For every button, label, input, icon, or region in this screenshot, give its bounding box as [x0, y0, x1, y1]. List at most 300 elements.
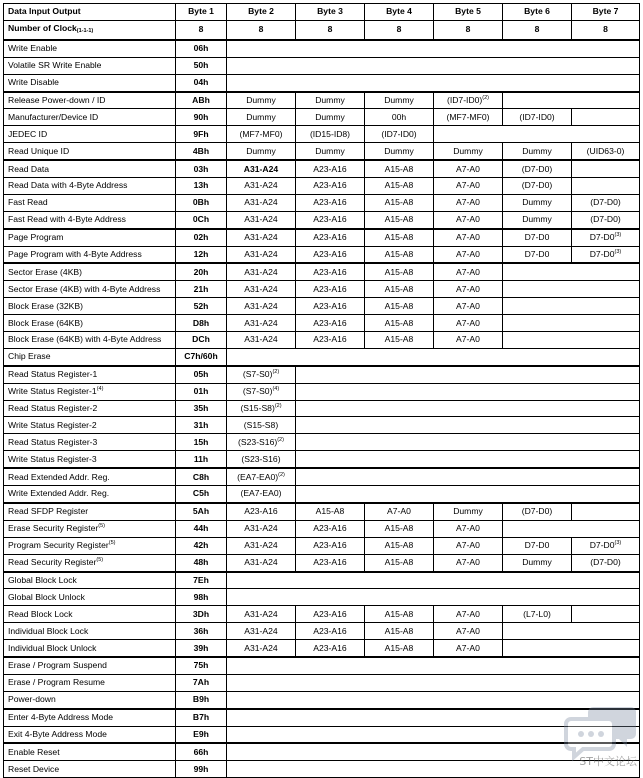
empty-cell [296, 468, 640, 485]
table-row [4, 691, 640, 708]
byte-cell [434, 606, 503, 623]
byte-value: A15-A8 [384, 557, 414, 568]
byte-cell [572, 246, 640, 263]
opcode-cell: 50h [176, 57, 227, 74]
byte-cell [434, 623, 503, 640]
byte-value: A31-A24 [244, 317, 278, 328]
command-name [4, 263, 176, 280]
footnote-ref: (2) [272, 369, 280, 376]
byte-value: A15-A8 [384, 334, 414, 345]
opcode-cell: DCh [176, 332, 227, 349]
empty-cell [296, 383, 640, 400]
empty-cell [227, 40, 640, 57]
byte-value: A15-A8 [384, 283, 414, 294]
byte-value: A7-A0 [456, 300, 480, 311]
clock-value: 8 [176, 20, 227, 40]
empty-cell [572, 160, 640, 177]
byte-cell [434, 246, 503, 263]
command-name [4, 57, 176, 74]
clock-value: 8 [572, 20, 640, 40]
command-name [4, 315, 176, 332]
byte-value: (S23-S16) [238, 436, 278, 447]
table-row [4, 554, 640, 571]
byte-value: (S7-S0) [242, 386, 273, 397]
byte-value: A31-A24 [244, 232, 278, 243]
opcode-cell: 98h [176, 589, 227, 606]
command-name [4, 589, 176, 606]
empty-cell [572, 606, 640, 623]
command-name-text: Individual Block Unlock [8, 642, 97, 653]
command-name-text: Chip Erase [8, 351, 51, 362]
byte-value: Dummy [315, 95, 345, 105]
clock-sub: (1-1-1) [76, 27, 94, 34]
byte-value: A7-A0 [456, 334, 480, 345]
opcode-cell: B7h [176, 709, 227, 726]
header-byte2: Byte 2 [227, 4, 296, 21]
command-name [4, 606, 176, 623]
table-row [4, 57, 640, 74]
byte-value: Dummy [453, 145, 483, 156]
byte-cell [434, 143, 503, 160]
opcode-cell: C7h/60h [176, 348, 227, 365]
byte-cell [227, 143, 296, 160]
byte-value: A31-A24 [244, 249, 278, 260]
command-name [4, 160, 176, 177]
byte-value: (S15-S8) [240, 403, 275, 414]
byte-value: A31-A24 [244, 540, 278, 551]
opcode-cell: 5Ah [176, 503, 227, 520]
byte-value: A15-A8 [384, 625, 414, 636]
byte-cell [503, 109, 572, 126]
table-row [4, 74, 640, 91]
empty-cell [227, 589, 640, 606]
byte-value: A23-A16 [313, 232, 347, 243]
command-name-text: Read Security Register [8, 557, 97, 568]
command-name [4, 434, 176, 451]
byte-value: A31-A24 [244, 214, 278, 225]
byte-value: D7-D0 [589, 232, 615, 243]
opcode-cell: 12h [176, 246, 227, 263]
byte-value: A7-A0 [456, 180, 480, 191]
command-name [4, 40, 176, 57]
byte-value: D7-D0 [589, 249, 615, 260]
opcode-cell: 21h [176, 281, 227, 298]
byte-cell [365, 178, 434, 195]
byte-cell [572, 554, 640, 571]
command-name-text: Block Erase (64KB) [8, 317, 83, 328]
byte-value: A7-A0 [456, 214, 480, 225]
footnote-ref: (3) [614, 249, 622, 256]
byte-cell [434, 194, 503, 211]
command-name [4, 74, 176, 91]
command-name-text: Erase / Program Suspend [8, 660, 107, 671]
empty-cell [434, 126, 640, 143]
command-name [4, 400, 176, 417]
byte-cell [365, 281, 434, 298]
command-name-text: Read Status Register-1 [8, 369, 98, 380]
byte-cell [227, 640, 296, 657]
opcode-cell: C5h [176, 486, 227, 503]
byte-value: A15-A8 [315, 506, 345, 517]
clock-value: 8 [434, 20, 503, 40]
command-name [4, 417, 176, 434]
empty-cell [296, 434, 640, 451]
command-name [4, 348, 176, 365]
byte-cell [503, 194, 572, 211]
byte-value: (S7-S0) [242, 369, 273, 380]
command-name [4, 194, 176, 211]
clock-label-cell [4, 20, 176, 40]
byte-value: A7-A0 [456, 608, 480, 619]
byte-value: A31-A24 [244, 523, 278, 534]
empty-cell [296, 417, 640, 434]
byte-cell [434, 263, 503, 280]
empty-cell [503, 332, 640, 349]
command-name-text: Read Unique ID [8, 145, 70, 156]
empty-cell [503, 623, 640, 640]
byte-value: A15-A8 [384, 608, 414, 619]
byte-value: A7-A0 [456, 540, 480, 551]
byte-value: D7-D0 [524, 540, 550, 551]
opcode-cell: 0Bh [176, 194, 227, 211]
opcode-cell: 99h [176, 761, 227, 778]
byte-cell [227, 298, 296, 315]
byte-cell [227, 537, 296, 554]
command-name-text: Write Status Register-1 [8, 386, 97, 397]
byte-cell [503, 178, 572, 195]
table-row [4, 348, 640, 365]
byte-cell [227, 366, 296, 383]
byte-value: A7-A0 [456, 197, 480, 208]
byte-value: A15-A8 [384, 249, 414, 260]
opcode-cell: 66h [176, 743, 227, 760]
command-name-text: Write Status Register-2 [8, 419, 97, 430]
empty-cell [227, 74, 640, 91]
byte-value: Dummy [246, 95, 276, 105]
byte-cell [365, 606, 434, 623]
byte-cell [503, 606, 572, 623]
command-name [4, 126, 176, 143]
byte-cell [572, 229, 640, 246]
command-name [4, 691, 176, 708]
table-row [4, 434, 640, 451]
table-row [4, 178, 640, 195]
command-name [4, 92, 176, 109]
opcode-cell: 15h [176, 434, 227, 451]
command-name-text: Enable Reset [8, 746, 60, 757]
command-name [4, 572, 176, 589]
byte-value: Dummy [522, 214, 552, 225]
byte-cell [434, 109, 503, 126]
command-name [4, 640, 176, 657]
byte-value: (ID7-ID0) [519, 111, 555, 122]
byte-cell [227, 400, 296, 417]
byte-cell [296, 520, 365, 537]
opcode-cell: 02h [176, 229, 227, 246]
command-name-text: Read Block Lock [8, 608, 73, 619]
byte-cell [296, 263, 365, 280]
byte-value: Dummy [522, 145, 552, 156]
table-row [4, 281, 640, 298]
table-row [4, 674, 640, 691]
command-name-text: Write Status Register-3 [8, 453, 97, 464]
byte-cell [296, 229, 365, 246]
table-body [4, 20, 640, 777]
byte-cell [434, 211, 503, 228]
byte-cell [296, 503, 365, 520]
byte-cell [365, 315, 434, 332]
table-row [4, 315, 640, 332]
byte-value: A31-A24 [244, 283, 278, 294]
byte-value: A31-A24 [244, 180, 278, 191]
byte-value: A7-A0 [456, 249, 480, 260]
empty-cell [296, 451, 640, 468]
command-name [4, 366, 176, 383]
byte-value: A15-A8 [384, 197, 414, 208]
byte-value: A15-A8 [384, 540, 414, 551]
byte-cell [365, 503, 434, 520]
byte-value: Dummy [384, 95, 414, 105]
byte-value: A15-A8 [384, 214, 414, 225]
empty-cell [296, 486, 640, 503]
table-row [4, 743, 640, 760]
byte-value: A7-A0 [456, 523, 480, 534]
byte-cell [227, 229, 296, 246]
command-name [4, 743, 176, 760]
footnote-ref: (4) [96, 386, 104, 393]
byte-cell [434, 281, 503, 298]
command-name-text: Sector Erase (4KB) with 4-Byte Address [8, 283, 161, 294]
byte-value: (D7-D0) [590, 214, 621, 225]
byte-cell [503, 229, 572, 246]
byte-value: Dummy [246, 145, 276, 156]
byte-cell [365, 143, 434, 160]
command-name-text: Exit 4-Byte Address Mode [8, 728, 107, 739]
byte-cell [227, 160, 296, 177]
byte-value: A31-A24 [244, 625, 278, 636]
opcode-cell: 06h [176, 40, 227, 57]
table-row [4, 726, 640, 743]
byte-cell [434, 229, 503, 246]
opcode-cell: ABh [176, 92, 227, 109]
byte-cell [503, 143, 572, 160]
command-name-text: Sector Erase (4KB) [8, 266, 83, 277]
byte-value: A23-A16 [244, 506, 278, 517]
byte-value: A23-A16 [313, 197, 347, 208]
byte-cell [503, 160, 572, 177]
byte-cell [296, 126, 365, 143]
byte-value: D7-D0 [524, 249, 550, 260]
opcode-cell: 44h [176, 520, 227, 537]
table-row [4, 109, 640, 126]
table-row [4, 486, 640, 503]
command-name [4, 451, 176, 468]
table-row [4, 468, 640, 485]
header-byte4: Byte 4 [365, 4, 434, 21]
byte-cell [227, 246, 296, 263]
byte-cell [296, 178, 365, 195]
table-row [4, 126, 640, 143]
byte-cell [227, 211, 296, 228]
footnote-ref: (2) [482, 95, 490, 102]
byte-value: (S15-S8) [243, 419, 279, 430]
byte-cell [503, 554, 572, 571]
opcode-cell: E9h [176, 726, 227, 743]
byte-value: A23-A16 [313, 180, 347, 191]
table-row [4, 520, 640, 537]
table-row [4, 143, 640, 160]
command-name-text: Write Disable [8, 77, 59, 88]
byte-cell [365, 332, 434, 349]
command-name-text: Page Program [8, 232, 64, 243]
byte-cell [296, 298, 365, 315]
byte-cell [227, 315, 296, 332]
byte-cell [227, 606, 296, 623]
command-name [4, 468, 176, 485]
byte-value: 00h [391, 111, 407, 122]
byte-cell [365, 229, 434, 246]
command-name [4, 246, 176, 263]
command-name [4, 281, 176, 298]
byte-cell [434, 160, 503, 177]
clock-row [4, 20, 640, 40]
byte-value: (MF7-MF0) [239, 128, 283, 139]
command-table [3, 3, 640, 778]
byte-value: A31-A24 [244, 334, 278, 345]
command-name-text: Program Security Register [8, 540, 109, 551]
byte-value: (EA7-EA0) [240, 488, 282, 499]
byte-value: A31-A24 [244, 197, 278, 208]
byte-value: A23-A16 [313, 163, 347, 174]
byte-cell [572, 211, 640, 228]
byte-cell [227, 194, 296, 211]
table-row [4, 246, 640, 263]
byte-cell [296, 194, 365, 211]
command-name-text: JEDEC ID [8, 128, 48, 139]
byte-cell [227, 434, 296, 451]
byte-cell [227, 486, 296, 503]
byte-value: A23-A16 [313, 334, 347, 345]
byte-value: A7-A0 [456, 283, 480, 294]
command-name-text: Power-down [8, 694, 56, 705]
byte-value: (ID15-ID8) [309, 128, 351, 139]
byte-value: A15-A8 [384, 163, 414, 174]
opcode-cell: 3Dh [176, 606, 227, 623]
table-row [4, 503, 640, 520]
byte-cell [365, 263, 434, 280]
header-byte1: Byte 1 [176, 4, 227, 21]
command-name-text: Global Block Unlock [8, 591, 85, 602]
command-name [4, 143, 176, 160]
table-row [4, 383, 640, 400]
byte-value: (EA7-EA0) [237, 471, 279, 482]
byte-value: Dummy [384, 145, 414, 156]
byte-cell [365, 623, 434, 640]
opcode-cell: 4Bh [176, 143, 227, 160]
empty-cell [503, 92, 640, 109]
byte-cell [296, 143, 365, 160]
byte-value: (UID63-0) [586, 145, 625, 156]
byte-value: Dummy [315, 145, 345, 156]
empty-cell [503, 281, 640, 298]
byte-value: A7-A0 [456, 642, 480, 653]
empty-cell [572, 503, 640, 520]
byte-value: Dummy [522, 557, 552, 568]
command-name-text: Write Extended Addr. Reg. [8, 488, 110, 499]
command-name [4, 383, 176, 400]
byte-cell [434, 178, 503, 195]
table-row [4, 417, 640, 434]
empty-cell [503, 315, 640, 332]
byte-cell [434, 640, 503, 657]
byte-cell [227, 281, 296, 298]
opcode-cell: 42h [176, 537, 227, 554]
byte-value: A7-A0 [456, 317, 480, 328]
byte-cell [365, 211, 434, 228]
byte-value: A23-A16 [313, 625, 347, 636]
byte-value: A31-A24 [244, 608, 278, 619]
byte-cell [296, 554, 365, 571]
opcode-cell: 35h [176, 400, 227, 417]
table-row [4, 572, 640, 589]
table-row [4, 229, 640, 246]
byte-cell [365, 92, 434, 109]
byte-value: D7-D0 [589, 540, 615, 551]
byte-value: (D7-D0) [521, 163, 553, 174]
empty-cell [296, 400, 640, 417]
empty-cell [503, 520, 640, 537]
byte-cell [296, 281, 365, 298]
byte-cell [572, 143, 640, 160]
table-row [4, 623, 640, 640]
command-name-text: Write Enable [8, 43, 58, 54]
footnote-ref: (2) [274, 403, 282, 410]
table-row [4, 657, 640, 674]
table-row [4, 761, 640, 778]
table-row [4, 589, 640, 606]
byte-value: A15-A8 [384, 232, 414, 243]
command-name-text: Fast Read [8, 197, 48, 208]
byte-value: A23-A16 [313, 283, 347, 294]
opcode-cell: 11h [176, 451, 227, 468]
command-name-text: Read SFDP Register [8, 506, 89, 517]
header-title: Data Input Output [4, 4, 176, 21]
byte-cell [227, 520, 296, 537]
opcode-cell: C8h [176, 468, 227, 485]
byte-cell [227, 332, 296, 349]
byte-value: A7-A0 [456, 625, 480, 636]
command-name [4, 726, 176, 743]
table-row [4, 92, 640, 109]
clock-value: 8 [296, 20, 365, 40]
table-row [4, 606, 640, 623]
byte-value: Dummy [453, 506, 483, 517]
byte-value: A23-A16 [313, 214, 347, 225]
byte-value: A31-A24 [244, 642, 278, 653]
command-name-text: Read Extended Addr. Reg. [8, 471, 110, 482]
opcode-cell: 31h [176, 417, 227, 434]
command-name [4, 674, 176, 691]
empty-cell [572, 178, 640, 195]
byte-cell [296, 109, 365, 126]
byte-cell [503, 246, 572, 263]
byte-cell [365, 640, 434, 657]
byte-value: A7-A0 [456, 266, 480, 277]
empty-cell [227, 572, 640, 589]
watermark-text: ST中文论坛 [579, 755, 637, 768]
empty-cell [296, 366, 640, 383]
footnote-ref: (3) [614, 232, 622, 239]
